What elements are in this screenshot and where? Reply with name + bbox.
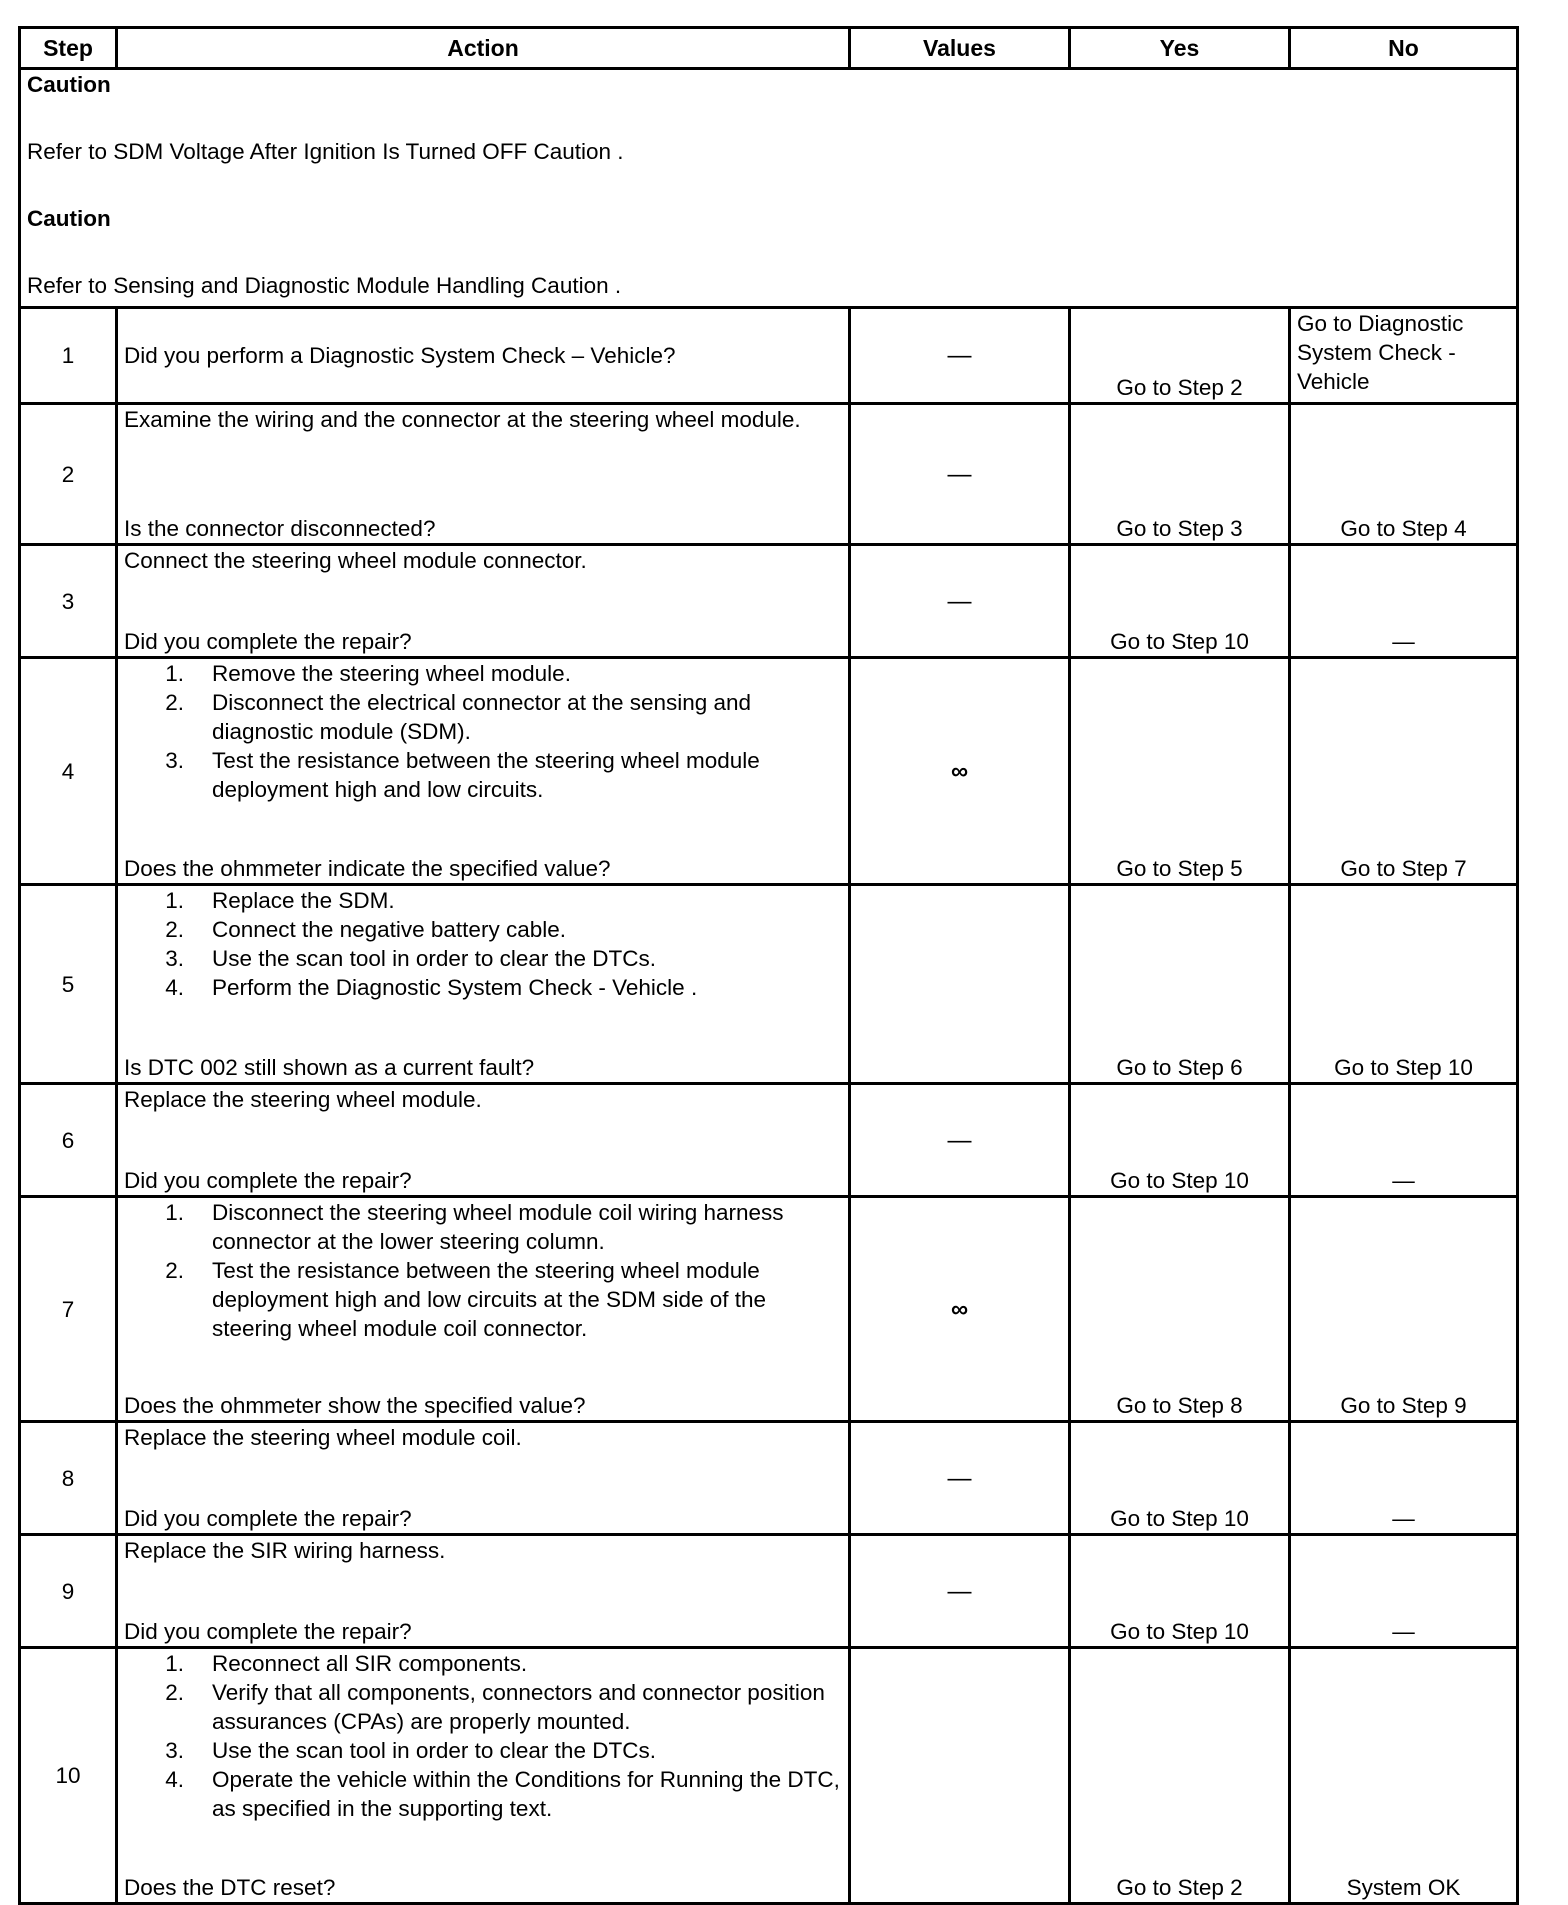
value-cell: — (850, 308, 1070, 404)
table-row (20, 404, 1518, 545)
list-item-text: Verify that all components, connectors and connector position assurances (CPAs) are properly mounted. (212, 1680, 825, 1734)
list-item: 1. Disconnect the steering wheel module coil wiring harness connector at the lower steering column. (124, 1198, 842, 1256)
action-cell (117, 545, 850, 658)
list-item-text: Reconnect all SIR components. (212, 1651, 528, 1676)
list-item-text: Use the scan tool in order to clear the DTCs. (212, 946, 656, 971)
action-intro: Replace the steering wheel module coil. (124, 1425, 522, 1450)
action-cell (117, 1084, 850, 1197)
action-list (124, 886, 842, 1002)
action-list (124, 1198, 842, 1343)
action-question: Is the connector disconnected? (124, 516, 436, 541)
yes-cell: Go to Step 8 (1070, 1197, 1290, 1422)
header-step: Step (20, 28, 117, 69)
no-cell: — (1290, 1535, 1518, 1648)
list-item: 1. Replace the SDM. (124, 886, 842, 915)
no-cell: — (1290, 1084, 1518, 1197)
list-item: 3. Test the resistance between the steering wheel module deployment high and low circuits. (124, 746, 842, 804)
table-row (20, 1535, 1518, 1648)
table-row (20, 885, 1518, 1084)
table-row (20, 308, 1518, 404)
action-question: Does the DTC reset? (124, 1875, 336, 1900)
value-cell: — (850, 1422, 1070, 1535)
step-number: 9 (20, 1535, 117, 1648)
action-cell (117, 404, 850, 545)
step-number: 6 (20, 1084, 117, 1197)
action-cell (117, 1648, 850, 1904)
list-item: 2. Disconnect the electrical connector at the sensing and diagnostic module (SDM). (124, 688, 842, 746)
list-item: 1. Reconnect all SIR components. (124, 1649, 842, 1678)
header-values: Values (850, 28, 1070, 69)
action-cell (117, 658, 850, 885)
caution-text: Refer to SDM Voltage After Ignition Is Turned OFF Caution . (27, 139, 624, 164)
action-cell (117, 1422, 850, 1535)
table-row (20, 658, 1518, 885)
step-number: 10 (20, 1648, 117, 1904)
list-item: 3. Use the scan tool in order to clear the DTCs. (124, 944, 842, 973)
action-list (124, 1649, 842, 1823)
yes-cell: Go to Step 3 (1070, 404, 1290, 545)
action-cell (117, 1535, 850, 1648)
caution-row (20, 69, 1518, 308)
list-item-text: Test the resistance between the steering wheel module deployment high and low circuits at the SDM side of the steering wheel module coil connector. (212, 1258, 767, 1341)
action-intro: Replace the SIR wiring harness. (124, 1538, 446, 1563)
caution-title: Caution (27, 206, 111, 231)
list-item-text: Disconnect the steering wheel module coil wiring harness connector at the lower steering column. (212, 1200, 784, 1254)
caution-text: Refer to Sensing and Diagnostic Module Handling Caution . (27, 273, 622, 298)
no-cell: Go to Step 7 (1290, 658, 1518, 885)
action-cell (117, 885, 850, 1084)
header-yes: Yes (1070, 28, 1290, 69)
step-number: 5 (20, 885, 117, 1084)
yes-cell: Go to Step 10 (1070, 545, 1290, 658)
yes-cell: Go to Step 6 (1070, 885, 1290, 1084)
no-cell: System OK (1290, 1648, 1518, 1904)
header-action: Action (117, 28, 850, 69)
action-list (124, 659, 842, 804)
caution-cell (20, 69, 1518, 308)
list-item-text: Test the resistance between the steering wheel module deployment high and low circuits. (212, 748, 760, 802)
list-item-text: Remove the steering wheel module. (212, 661, 571, 686)
step-number: 3 (20, 545, 117, 658)
list-item: 2. Test the resistance between the steering wheel module deployment high and low circuits at the SDM side of the steering wheel module coil connector. (124, 1256, 842, 1343)
header-no: No (1290, 28, 1518, 69)
header-row (20, 28, 1518, 69)
yes-cell: Go to Step 10 (1070, 1422, 1290, 1535)
list-item: 2. Connect the negative battery cable. (124, 915, 842, 944)
no-cell: Go to Diagnostic System Check - Vehicle (1290, 308, 1518, 404)
value-cell: — (850, 1084, 1070, 1197)
value-cell: ∞ (850, 1197, 1070, 1422)
list-item: 4. Perform the Diagnostic System Check - Vehicle . (124, 973, 842, 1002)
action-cell (117, 308, 850, 404)
caution-title: Caution (27, 72, 111, 97)
step-number: 1 (20, 308, 117, 404)
no-cell: Go to Step 4 (1290, 404, 1518, 545)
action-question: Did you perform a Diagnostic System Check – Vehicle? (124, 343, 676, 368)
action-intro: Connect the steering wheel module connector. (124, 548, 587, 573)
value-cell: — (850, 404, 1070, 545)
no-cell: Go to Step 10 (1290, 885, 1518, 1084)
action-intro: Replace the steering wheel module. (124, 1087, 482, 1112)
no-cell: — (1290, 1422, 1518, 1535)
step-number: 4 (20, 658, 117, 885)
action-question: Did you complete the repair? (124, 1619, 412, 1644)
table-row (20, 1422, 1518, 1535)
action-question: Is DTC 002 still shown as a current fault? (124, 1055, 535, 1080)
action-question: Does the ohmmeter show the specified value? (124, 1393, 586, 1418)
list-item-text: Disconnect the electrical connector at the sensing and diagnostic module (SDM). (212, 690, 752, 744)
step-number: 2 (20, 404, 117, 545)
diagnostic-table (18, 26, 1519, 1905)
action-question: Did you complete the repair? (124, 1168, 412, 1193)
yes-cell: Go to Step 2 (1070, 308, 1290, 404)
value-cell (850, 885, 1070, 1084)
value-cell (850, 1648, 1070, 1904)
step-number: 7 (20, 1197, 117, 1422)
table-row (20, 1648, 1518, 1904)
yes-cell: Go to Step 2 (1070, 1648, 1290, 1904)
action-question: Did you complete the repair? (124, 629, 412, 654)
yes-cell: Go to Step 10 (1070, 1084, 1290, 1197)
list-item-text: Perform the Diagnostic System Check - Vehicle . (212, 975, 698, 1000)
table-row (20, 1197, 1518, 1422)
yes-cell: Go to Step 10 (1070, 1535, 1290, 1648)
no-cell: — (1290, 545, 1518, 658)
list-item: 3. Use the scan tool in order to clear the DTCs. (124, 1736, 842, 1765)
action-question: Did you complete the repair? (124, 1506, 412, 1531)
no-cell: Go to Step 9 (1290, 1197, 1518, 1422)
action-cell (117, 1197, 850, 1422)
list-item-text: Operate the vehicle within the Conditions for Running the DTC, as specified in the supporting text. (212, 1767, 840, 1821)
list-item: 2. Verify that all components, connectors and connector position assurances (CPAs) are properly mounted. (124, 1678, 842, 1736)
table-row (20, 1084, 1518, 1197)
table-row (20, 545, 1518, 658)
value-cell: — (850, 545, 1070, 658)
list-item-text: Replace the SDM. (212, 888, 395, 913)
value-cell: — (850, 1535, 1070, 1648)
yes-cell: Go to Step 5 (1070, 658, 1290, 885)
action-intro: Examine the wiring and the connector at the steering wheel module. (124, 407, 801, 432)
list-item-text: Use the scan tool in order to clear the DTCs. (212, 1738, 656, 1763)
list-item-text: Connect the negative battery cable. (212, 917, 566, 942)
list-item: 1. Remove the steering wheel module. (124, 659, 842, 688)
value-cell: ∞ (850, 658, 1070, 885)
list-item: 4. Operate the vehicle within the Conditions for Running the DTC, as specified in the supporting text. (124, 1765, 842, 1823)
action-question: Does the ohmmeter indicate the specified value? (124, 856, 611, 881)
step-number: 8 (20, 1422, 117, 1535)
